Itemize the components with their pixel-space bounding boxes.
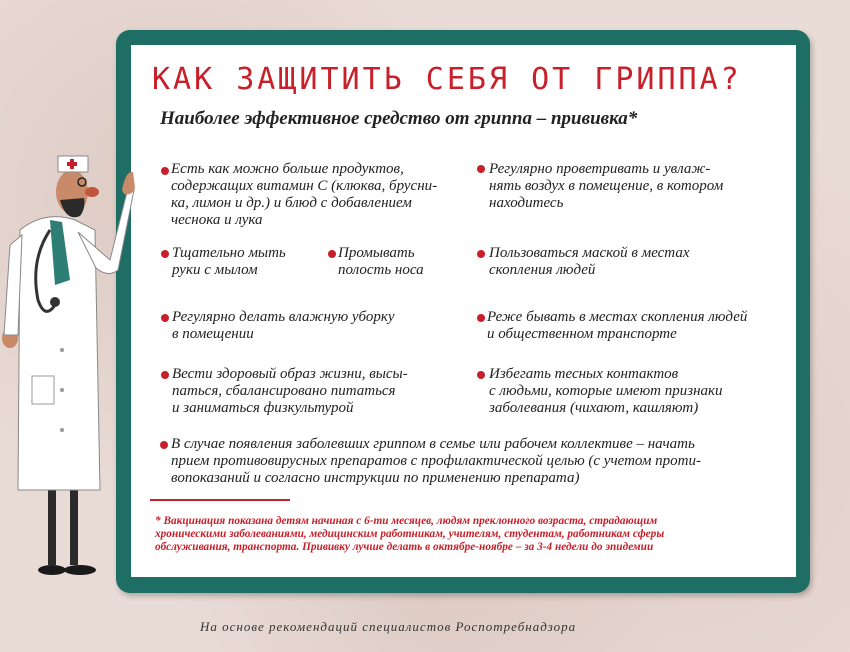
doctor-leg-right — [70, 480, 78, 565]
vaccination-footnote: * Вакцинация показана детям начиная с 6-ти месяцев, людям преклонного возраста, страдающим хроническими заболеваниями, медицинским работникам, учителям, студентам, работникам сферы обслуживания, транспорта. Прививку лучше делать в октябре-ноябре – за 3-4 недели до эпидемии — [155, 515, 665, 553]
page-subtitle: Наиболее эффективное средство от гриппа – прививка* — [160, 108, 638, 129]
tip-rinse-nose: Промывать полость носа — [338, 245, 424, 278]
bullet-icon — [161, 314, 169, 322]
tip-mask: Пользоваться маской в местах скопления людей — [489, 245, 690, 278]
bullet-icon — [328, 250, 336, 258]
stethoscope-head-icon — [50, 297, 60, 307]
bullet-icon — [161, 371, 169, 379]
coat-button — [60, 388, 64, 392]
tip-products: Есть как можно больше продуктов, содержащих витамин С (клюква, бруcни- ка, лимон и др.) и блюд с добавлением чеснока и лука — [171, 161, 438, 228]
bullet-icon — [477, 165, 485, 173]
tip-crowds: Реже бывать в местах скопления людей и общественном транспорте — [487, 309, 748, 342]
doctor-illustration — [0, 150, 140, 590]
red-cross-icon — [67, 162, 77, 166]
doctor-shoe-right — [64, 565, 96, 575]
bullet-icon — [161, 250, 169, 258]
tip-cleaning: Регулярно делать влажную уборку в помещении — [172, 309, 395, 342]
tip-lifestyle: Вести здоровый образ жизни, высы- паться, сбалансировано питаться и заниматься физкультурой — [172, 366, 408, 416]
coat-button — [60, 348, 64, 352]
tip-antiviral: В случае появления заболевших гриппом в семье или рабочем коллективе – начать прием противовирусных препаратов с профилактической целью (с учетом проти- вопоказаний и согласно инструкции по применению препарата) — [171, 436, 701, 486]
footnote-divider — [150, 499, 290, 501]
doctor-beard — [60, 198, 85, 217]
bullet-icon — [477, 314, 485, 322]
doctor-hand — [122, 172, 135, 195]
source-note: На основе рекомендаций специалистов Роспотребнадзора — [200, 619, 577, 634]
tip-contacts: Избегать тесных контактов с людьми, которые имеют признаки заболевания (чихают, кашляют) — [489, 366, 723, 416]
doctor-nose — [85, 187, 99, 197]
bullet-icon — [161, 167, 169, 175]
coat-button — [60, 428, 64, 432]
doctor-leg-left — [48, 480, 56, 565]
bullet-icon — [477, 250, 485, 258]
bullet-icon — [477, 371, 485, 379]
tip-ventilate: Регулярно проветривать и увлаж- нять воздух в помещение, в котором находитесь — [489, 161, 724, 211]
page-title: КАК ЗАЩИТИТЬ СЕБЯ ОТ ГРИППА? — [152, 62, 742, 97]
tip-wash-hands: Тщательно мыть руки с мылом — [172, 245, 286, 278]
bullet-icon — [160, 441, 168, 449]
doctor-shoe-left — [38, 565, 66, 575]
